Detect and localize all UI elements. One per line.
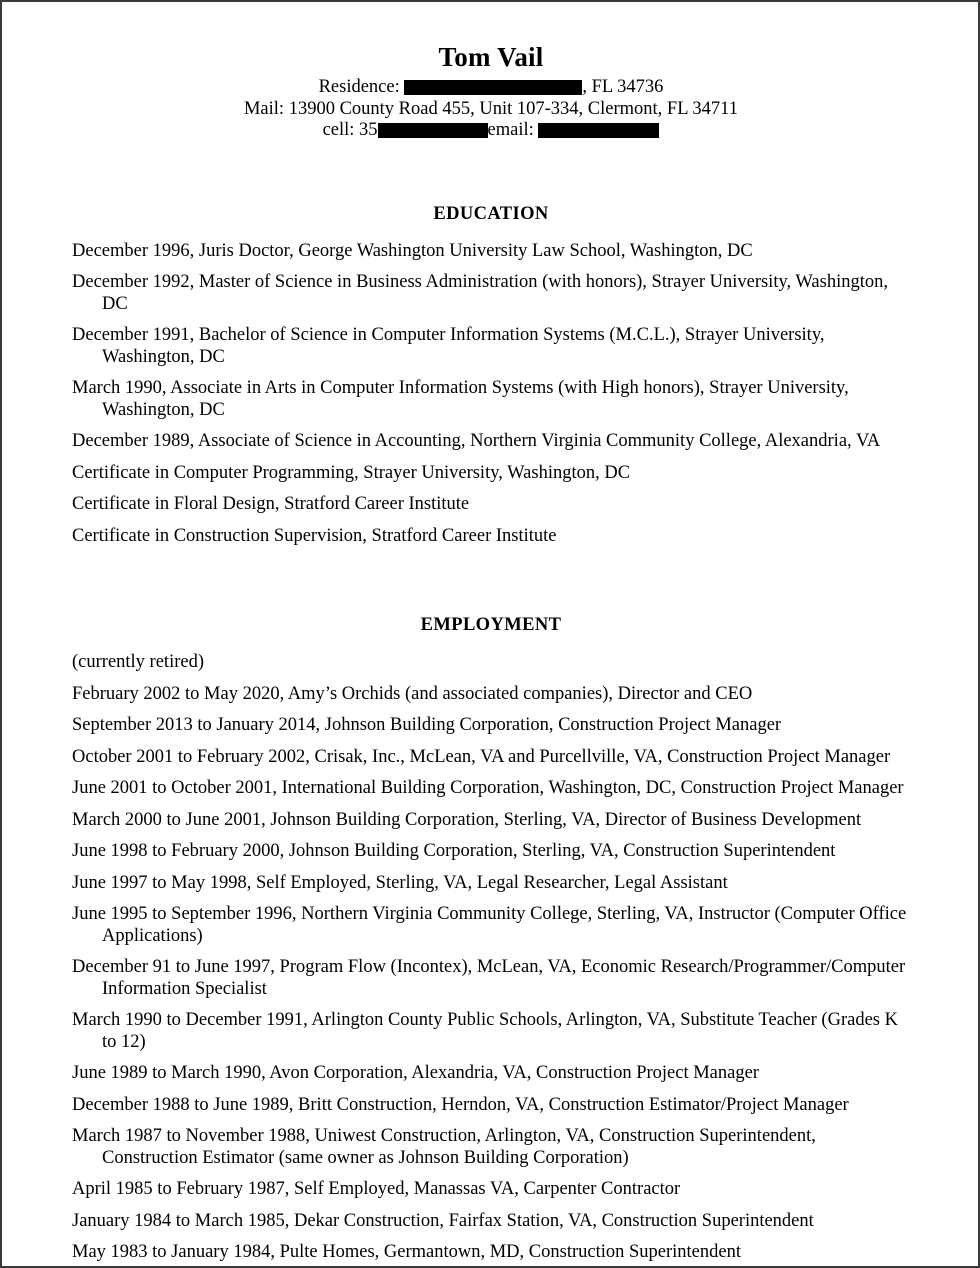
redacted-email-address — [538, 123, 659, 138]
residence-label: Residence: — [318, 77, 405, 98]
list-item: June 1989 to March 1990, Avon Corporation, Alexandria, VA, Construction Project Manager — [72, 1063, 759, 1084]
list-item: January 1984 to March 1985, Dekar Construction, Fairfax Station, VA, Construction Superintendent — [72, 1210, 814, 1231]
redacted-phone-number — [378, 123, 488, 138]
list-item: December 1991, Bachelor of Science in Computer Information Systems (M.C.L.), Strayer University, Washington, DC — [72, 325, 825, 367]
document-header — [72, 2, 910, 142]
list-item: March 1990, Associate in Arts in Computer Information Systems (with High honors), Strayer University, Washington, DC — [72, 378, 849, 420]
redacted-residence-address — [404, 80, 582, 95]
list-item: June 1997 to May 1998, Self Employed, Sterling, VA, Legal Researcher, Legal Assistant — [72, 872, 728, 893]
list-item: Certificate in Floral Design, Stratford Career Institute — [72, 494, 470, 515]
spacer-after-employment-heading — [72, 636, 910, 652]
list-item: June 1998 to February 2000, Johnson Building Corporation, Sterling, VA, Construction Superintendent — [72, 841, 836, 862]
document-content — [72, 2, 910, 1268]
phone-email-line — [72, 120, 910, 142]
employment-entry-list — [72, 684, 910, 1264]
list-item: December 91 to June 1997, Program Flow (Incontex), McLean, VA, Economic Research/Programmer/Computer Information Specialist — [72, 957, 906, 999]
list-item: May 1983 to January 1984, Pulte Homes, Germantown, MD, Construction Superintendent — [72, 1242, 741, 1263]
education-entry-list — [72, 241, 910, 548]
spacer-after-education-heading — [72, 225, 910, 241]
cell-label: cell: 35 — [322, 120, 378, 141]
list-item: December 1989, Associate of Science in Accounting, Northern Virginia Community College, Alexandria, VA — [72, 431, 881, 452]
list-item: June 2001 to October 2001, International Building Corporation, Washington, DC, Construction Project Manager — [72, 778, 904, 799]
mailing-address-line: Mail: 13900 County Road 455, Unit 107-334, Clermont, FL 34711 — [243, 98, 738, 119]
email-label: email: — [487, 120, 539, 141]
list-item: December 1996, Juris Doctor, George Washington University Law School, Washington, DC — [72, 240, 753, 261]
employment-status: (currently retired) — [72, 652, 204, 673]
list-item: December 1992, Master of Science in Business Administration (with honors), Strayer University, Washington, DC — [72, 272, 888, 314]
section-heading-employment: EMPLOYMENT — [420, 615, 562, 636]
list-item: June 1995 to September 1996, Northern Virginia Community College, Sterling, VA, Instructor (Computer Office Applications) — [72, 904, 907, 946]
list-item: February 2002 to May 2020, Amy’s Orchids (and associated companies), Director and CEO — [72, 683, 753, 704]
list-item: Certificate in Computer Programming, Strayer University, Washington, DC — [72, 462, 631, 483]
list-item: Certificate in Construction Supervision, Stratford Career Institute — [72, 525, 557, 546]
section-heading-education: EDUCATION — [433, 203, 549, 224]
list-item: March 1987 to November 1988, Uniwest Construction, Arlington, VA, Construction Superintendent, Construction Estimator (same owner as Johnson Building Corporation) — [72, 1126, 816, 1168]
list-item: March 2000 to June 2001, Johnson Building Corporation, Sterling, VA, Director of Business Development — [72, 809, 862, 830]
list-item: March 1990 to December 1991, Arlington County Public Schools, Arlington, VA, Substitute Teacher (Grades K to 12) — [72, 1010, 898, 1052]
spacer-before-employment — [72, 557, 910, 615]
spacer-before-education — [72, 142, 910, 204]
residence-line — [72, 77, 910, 99]
list-item: September 2013 to January 2014, Johnson Building Corporation, Construction Project Manager — [72, 715, 782, 736]
page-title: Tom Vail — [438, 42, 544, 72]
residence-city-state-zip: , FL 34736 — [582, 77, 664, 98]
list-item: December 1988 to June 1989, Britt Construction, Herndon, VA, Construction Estimator/Project Manager — [72, 1094, 849, 1115]
list-item: October 2001 to February 2002, Crisak, Inc., McLean, VA and Purcellville, VA, Construction Project Manager — [72, 746, 891, 767]
list-item: April 1985 to February 1987, Self Employed, Manassas VA, Carpenter Contractor — [72, 1179, 681, 1200]
